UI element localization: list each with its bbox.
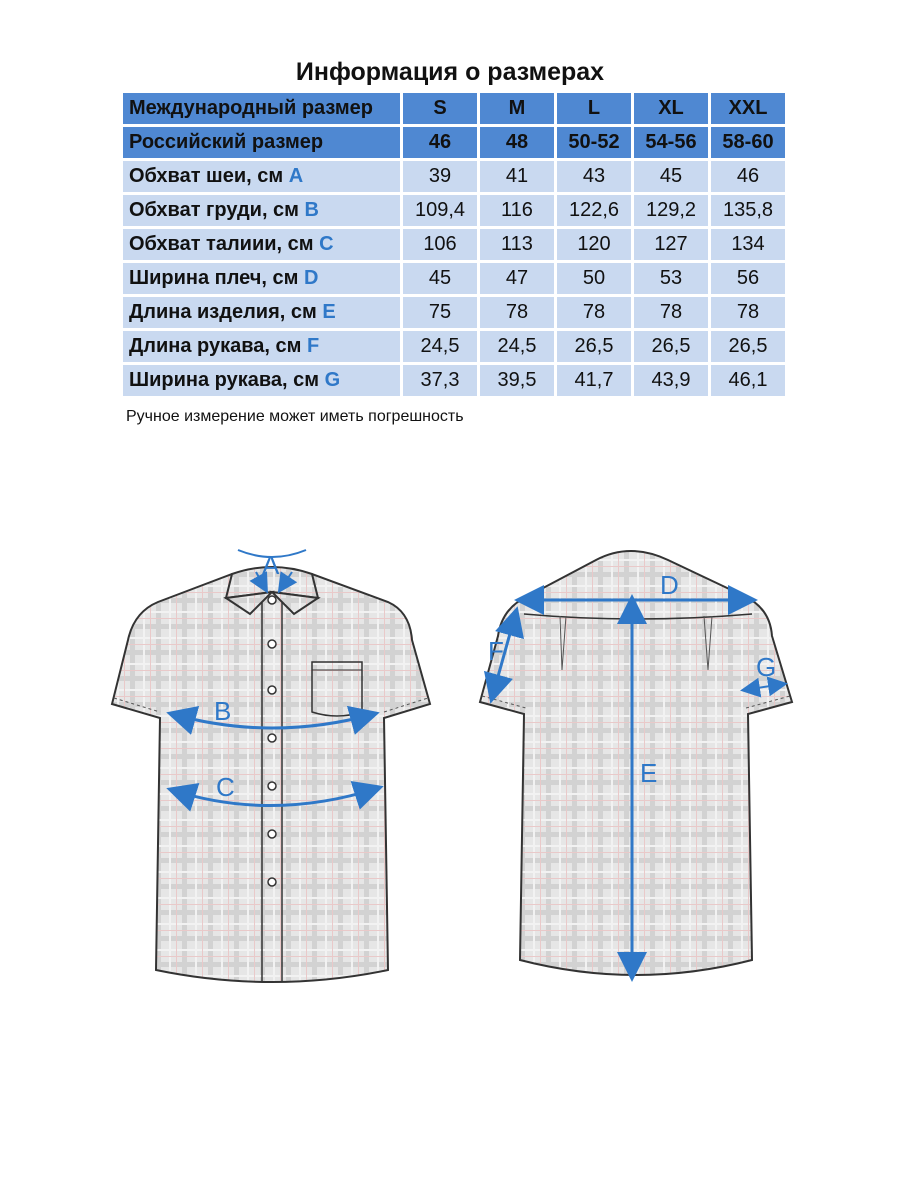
size-table: [120, 90, 788, 399]
measurement-letter: F: [306, 335, 320, 357]
back-shirt: [480, 551, 792, 976]
size-cell: 48: [480, 127, 554, 158]
front-shirt: [112, 550, 430, 982]
value-cell: 127: [634, 229, 708, 260]
row-label: [123, 331, 400, 362]
measurement-letter: E: [322, 301, 336, 323]
label-a: A: [262, 550, 280, 580]
row-label-text: Обхват шеи, см: [129, 165, 284, 187]
size-cell: M: [480, 93, 554, 124]
value-cell: 26,5: [634, 331, 708, 362]
value-cell: 53: [634, 263, 708, 294]
page-title: Информация о размерах: [295, 58, 605, 86]
value-cell: 26,5: [711, 331, 785, 362]
value-cell: 106: [403, 229, 477, 260]
label-c: C: [216, 772, 235, 802]
value-cell: 41,7: [557, 365, 631, 396]
value-cell: 41: [480, 161, 554, 192]
value-cell: 78: [711, 297, 785, 328]
row-label: [123, 263, 400, 294]
size-cell: 54-56: [634, 127, 708, 158]
value-cell: 50: [557, 263, 631, 294]
measurement-letter: A: [288, 165, 304, 187]
table-row: [123, 229, 785, 260]
size-cell: 46: [403, 127, 477, 158]
table-row: [123, 161, 785, 192]
table-row: [123, 331, 785, 362]
value-cell: 39,5: [480, 365, 554, 396]
value-cell: 26,5: [557, 331, 631, 362]
value-cell: 24,5: [480, 331, 554, 362]
value-cell: 129,2: [634, 195, 708, 226]
value-cell: 24,5: [403, 331, 477, 362]
label-f: F: [488, 636, 504, 666]
measurement-letter: B: [304, 199, 319, 221]
row-label-text: Длина изделия, см: [129, 301, 317, 323]
value-cell: 78: [634, 297, 708, 328]
value-cell: 109,4: [403, 195, 477, 226]
size-cell: 58-60: [711, 127, 785, 158]
table-header-row: [123, 93, 785, 124]
size-cell: XL: [634, 93, 708, 124]
value-cell: 43,9: [634, 365, 708, 396]
measurement-note: Ручное измерение может иметь погрешность: [126, 408, 464, 425]
label-d: D: [660, 570, 679, 600]
label-e: E: [640, 758, 658, 788]
measurement-letter: D: [304, 267, 319, 289]
size-cell: S: [403, 93, 477, 124]
value-cell: 78: [557, 297, 631, 328]
row-label-text: Ширина рукава, см: [129, 369, 320, 391]
row-label: Международный размер: [123, 93, 400, 124]
table-row: [123, 263, 785, 294]
row-label: [123, 297, 400, 328]
row-label-text: Обхват груди, см: [129, 199, 299, 221]
row-label: [123, 195, 400, 226]
row-label: [123, 229, 400, 260]
value-cell: 56: [711, 263, 785, 294]
value-cell: 78: [480, 297, 554, 328]
shirt-diagram: [0, 520, 900, 1020]
table-row: [123, 195, 785, 226]
row-label-text: Обхват талиии, см: [129, 233, 314, 255]
value-cell: 75: [403, 297, 477, 328]
row-label-text: Длина рукава, см: [129, 335, 302, 357]
row-label-text: Ширина плеч, см: [129, 267, 299, 289]
table-row: [123, 297, 785, 328]
value-cell: 47: [480, 263, 554, 294]
row-label: [123, 161, 400, 192]
value-cell: 135,8: [711, 195, 785, 226]
row-label: [123, 365, 400, 396]
table-header-row: [123, 127, 785, 158]
size-cell: XXL: [711, 93, 785, 124]
table-row: [123, 365, 785, 396]
label-g: G: [756, 652, 777, 682]
value-cell: 116: [480, 195, 554, 226]
size-cell: 50-52: [557, 127, 631, 158]
value-cell: 46,1: [711, 365, 785, 396]
value-cell: 122,6: [557, 195, 631, 226]
value-cell: 46: [711, 161, 785, 192]
value-cell: 45: [403, 263, 477, 294]
label-b: B: [214, 696, 232, 726]
value-cell: 45: [634, 161, 708, 192]
row-label: Российский размер: [123, 127, 400, 158]
measurement-letter: C: [319, 233, 334, 255]
value-cell: 39: [403, 161, 477, 192]
measurement-letter: G: [324, 369, 341, 391]
size-cell: L: [557, 93, 631, 124]
value-cell: 43: [557, 161, 631, 192]
value-cell: 134: [711, 229, 785, 260]
value-cell: 120: [557, 229, 631, 260]
value-cell: 37,3: [403, 365, 477, 396]
value-cell: 113: [480, 229, 554, 260]
